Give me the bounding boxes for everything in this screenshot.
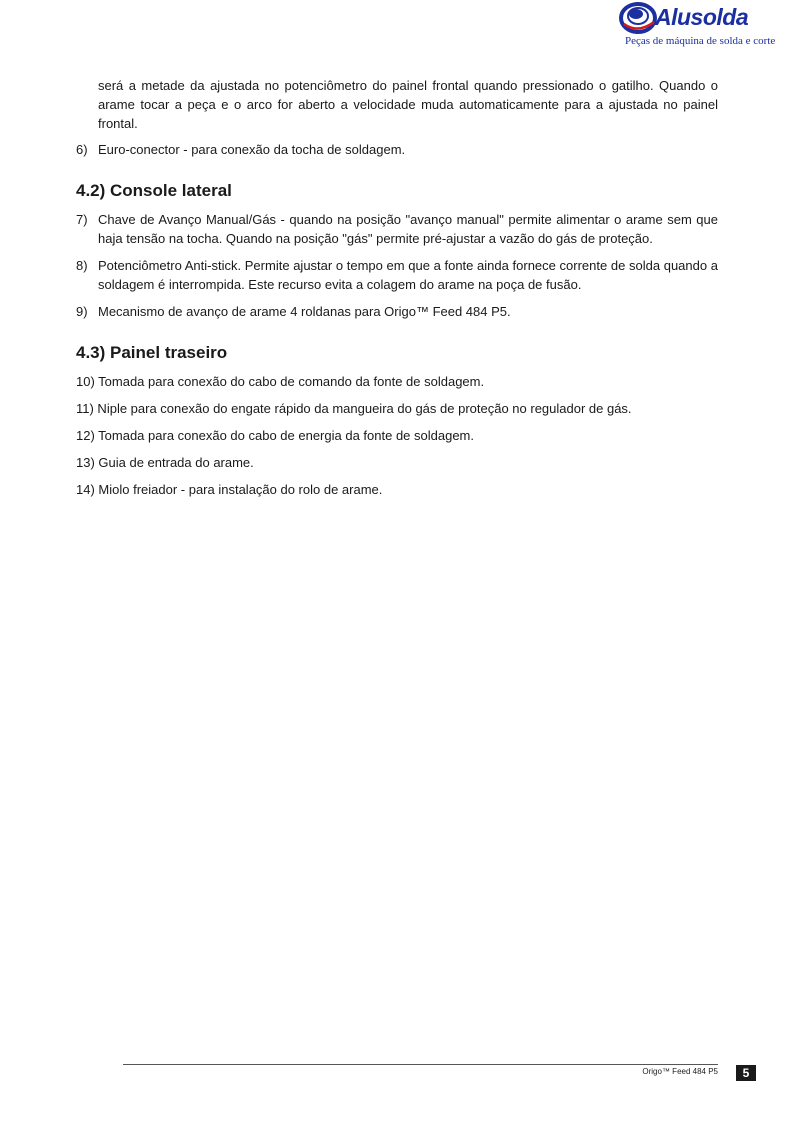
- list-item: [76, 210, 718, 248]
- list-item: 13) Guia de entrada do arame.: [76, 455, 254, 470]
- document-body: [76, 76, 718, 507]
- list-item: [76, 140, 718, 159]
- item-text: Potenciômetro Anti-stick. Permite ajustar o tempo em que a fonte ainda fornece corrente de solda quando a soldagem é interrompida. Este recurso evita a colagem do arame na poça de fusão.: [98, 258, 718, 292]
- item-number: 7): [76, 212, 88, 227]
- list-item: [76, 256, 718, 294]
- list-item: 14) Miolo freiador - para instalação do rolo de arame.: [76, 482, 383, 497]
- item-text: Mecanismo de avanço de arame 4 roldanas para Origo™ Feed 484 P5.: [98, 304, 511, 319]
- list-item: 12) Tomada para conexão do cabo de energia da fonte de soldagem.: [76, 428, 474, 443]
- item-number: 6): [76, 142, 88, 157]
- logo-tagline: Peças de máquina de solda e corte: [625, 35, 776, 47]
- item-number: 8): [76, 258, 88, 273]
- footer-product-name: Origo™ Feed 484 P5: [642, 1067, 718, 1076]
- list-item: 10) Tomada para conexão do cabo de comando da fonte de soldagem.: [76, 374, 485, 389]
- alusolda-logo: [618, 0, 778, 52]
- footer-divider: [123, 1064, 718, 1065]
- section-heading-painel-traseiro: 4.3) Painel traseiro: [76, 343, 228, 362]
- page-number: 5: [736, 1065, 756, 1081]
- continuation-paragraph: será a metade da ajustada no potenciômetro do painel frontal quando pressionado o gatilho. Quando o arame tocar a peça e o arco for aberto a velocidade muda automaticamente para a ajustada no painel frontal.: [98, 78, 718, 131]
- list-item: [76, 302, 718, 321]
- list-item: 11) Niple para conexão do engate rápido da mangueira do gás de proteção no regulador de gás.: [76, 401, 632, 416]
- item-text: Chave de Avanço Manual/Gás - quando na posição "avanço manual" permite alimentar o arame sem que haja tensão na tocha. Quando na posição "gás" permite pré-ajustar a vazão do gás de proteção.: [98, 212, 718, 246]
- section-heading-console-lateral: 4.2) Console lateral: [76, 181, 232, 200]
- logo-wordmark: Alusolda: [655, 4, 749, 30]
- item-text: Euro-conector - para conexão da tocha de soldagem.: [98, 142, 406, 157]
- item-number: 9): [76, 304, 88, 319]
